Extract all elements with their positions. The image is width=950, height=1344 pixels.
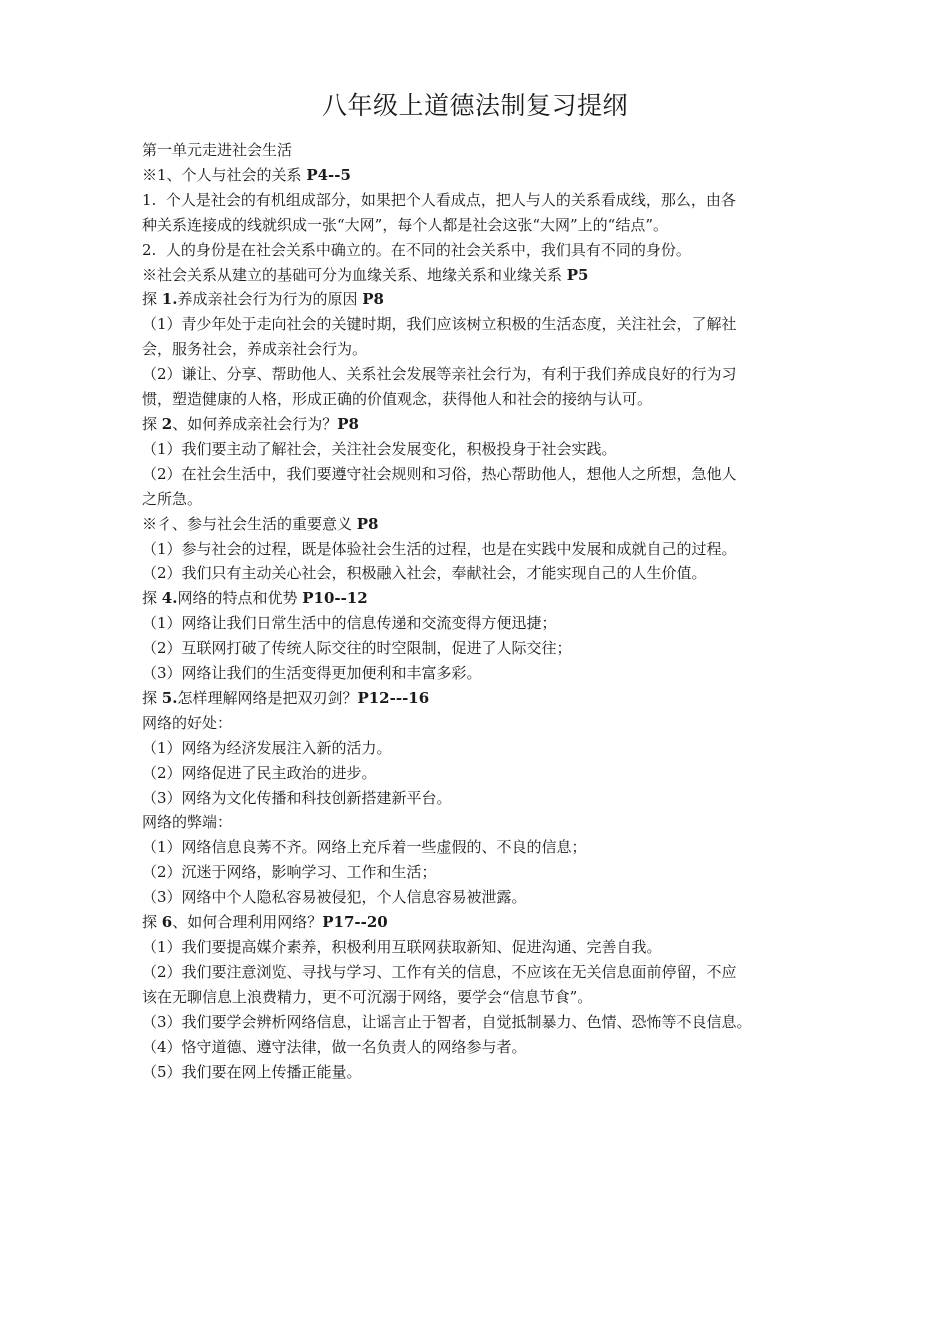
section-heading: ※彳、参与社会生活的重要意义 P8 xyxy=(142,514,379,533)
list-item: （2）我们只有主动关心社会，积极融入社会，奉献社会，才能实现自己的人生价值。 xyxy=(142,564,707,583)
paragraph-line: 1. 个人是社会的有机组成部分，如果把个人看成点，把人与人的关系看成线，那么，由各 xyxy=(142,190,736,209)
paragraph-line: 种关系连接成的线就织成一张“大网”，每个人都是社会这张“大网”上的“结点”。 xyxy=(142,215,669,234)
list-item: （1）我们要主动了解社会，关注社会发展变化，积极投身于社会实践。 xyxy=(142,439,617,458)
section-heading: ※社会关系从建立的基础可分为血缘关系、地缘关系和业缘关系 P5 xyxy=(142,265,589,284)
list-item: （3）网络中个人隐私容易被侵犯，个人信息容易被泄露。 xyxy=(142,888,527,907)
list-item: （4）恪守道德、遵守法律，做一名负责人的网络参与者。 xyxy=(142,1037,527,1056)
subheading: 网络的弊端： xyxy=(142,813,233,832)
list-item-continuation: 之所急。 xyxy=(142,489,203,508)
section-heading: ※1、个人与社会的关系 P4--5 xyxy=(142,165,351,184)
list-item: （2）网络促进了民主政治的进步。 xyxy=(142,763,377,782)
list-item: （1）网络为经济发展注入新的活力。 xyxy=(142,738,392,757)
list-item: （3）网络为文化传播和科技创新搭建新平台。 xyxy=(142,788,452,807)
document-title: 八年级上道德法制复习提纲 xyxy=(321,91,628,120)
list-item: （2）在社会生活中，我们要遵守社会规则和习俗，热心帮助他人，想他人之所想，急他人 xyxy=(142,464,737,483)
list-item-continuation: 惯，塑造健康的人格，形成正确的价值观念，获得他人和社会的接纳与认可。 xyxy=(142,390,653,409)
list-item-continuation: 该在无聊信息上浪费精力，更不可沉溺于网络，要学会“信息节食”。 xyxy=(142,987,593,1006)
paragraph-line: 2. 人的身份是在社会关系中确立的。在不同的社会关系中，我们具有不同的身份。 xyxy=(142,240,691,259)
section-heading: 探 2、如何养成亲社会行为？P8 xyxy=(142,414,359,433)
list-item-continuation: 会，服务社会，养成亲社会行为。 xyxy=(142,340,368,359)
subheading: 网络的好处： xyxy=(142,713,233,732)
list-item: （1）参与社会的过程，既是体验社会生活的过程，也是在实践中发展和成就自己的过程。 xyxy=(142,539,737,558)
list-item: （2）我们要注意浏览、寻找与学习、工作有关的信息，不应该在无关信息面前停留，不应 xyxy=(142,962,737,981)
list-item: （3）我们要学会辨析网络信息，让谣言止于智者，自觉抵制暴力、色情、恐怖等不良信息。 xyxy=(142,1012,752,1031)
list-item: （2）互联网打破了传统人际交往的时空限制，促进了人际交往； xyxy=(142,639,572,658)
unit-heading: 第一单元走进社会生活 xyxy=(142,141,293,159)
section-heading: 探 6、如何合理利用网络？P17--20 xyxy=(142,913,388,932)
list-item: （1）网络让我们日常生活中的信息传递和交流变得方便迅捷； xyxy=(142,614,557,633)
list-item: （5）我们要在网上传播正能量。 xyxy=(142,1062,362,1081)
list-item: （1）我们要提高媒介素养，积极利用互联网获取新知、促进沟通、完善自我。 xyxy=(142,938,662,956)
list-item: （1）网络信息良莠不齐。网络上充斥着一些虚假的、不良的信息； xyxy=(142,838,587,857)
list-item: （1）青少年处于走向社会的关键时期，我们应该树立积极的生活态度，关注社会，了解社 xyxy=(142,315,737,334)
section-heading: 探 4.网络的特点和优势 P10--12 xyxy=(142,589,368,608)
list-item: （2）谦让、分享、帮助他人、关系社会发展等亲社会行为，有利于我们养成良好的行为习 xyxy=(142,365,737,384)
section-heading: 探 5.怎样理解网络是把双刃剑？P12---16 xyxy=(142,688,430,707)
list-item: （3）网络让我们的生活变得更加便利和丰富多彩。 xyxy=(142,664,482,683)
document-body xyxy=(142,138,827,1084)
section-heading: 探 1.养成亲社会行为行为的原因 P8 xyxy=(142,290,384,309)
list-item: （2）沉迷于网络，影响学习、工作和生活； xyxy=(142,863,437,882)
